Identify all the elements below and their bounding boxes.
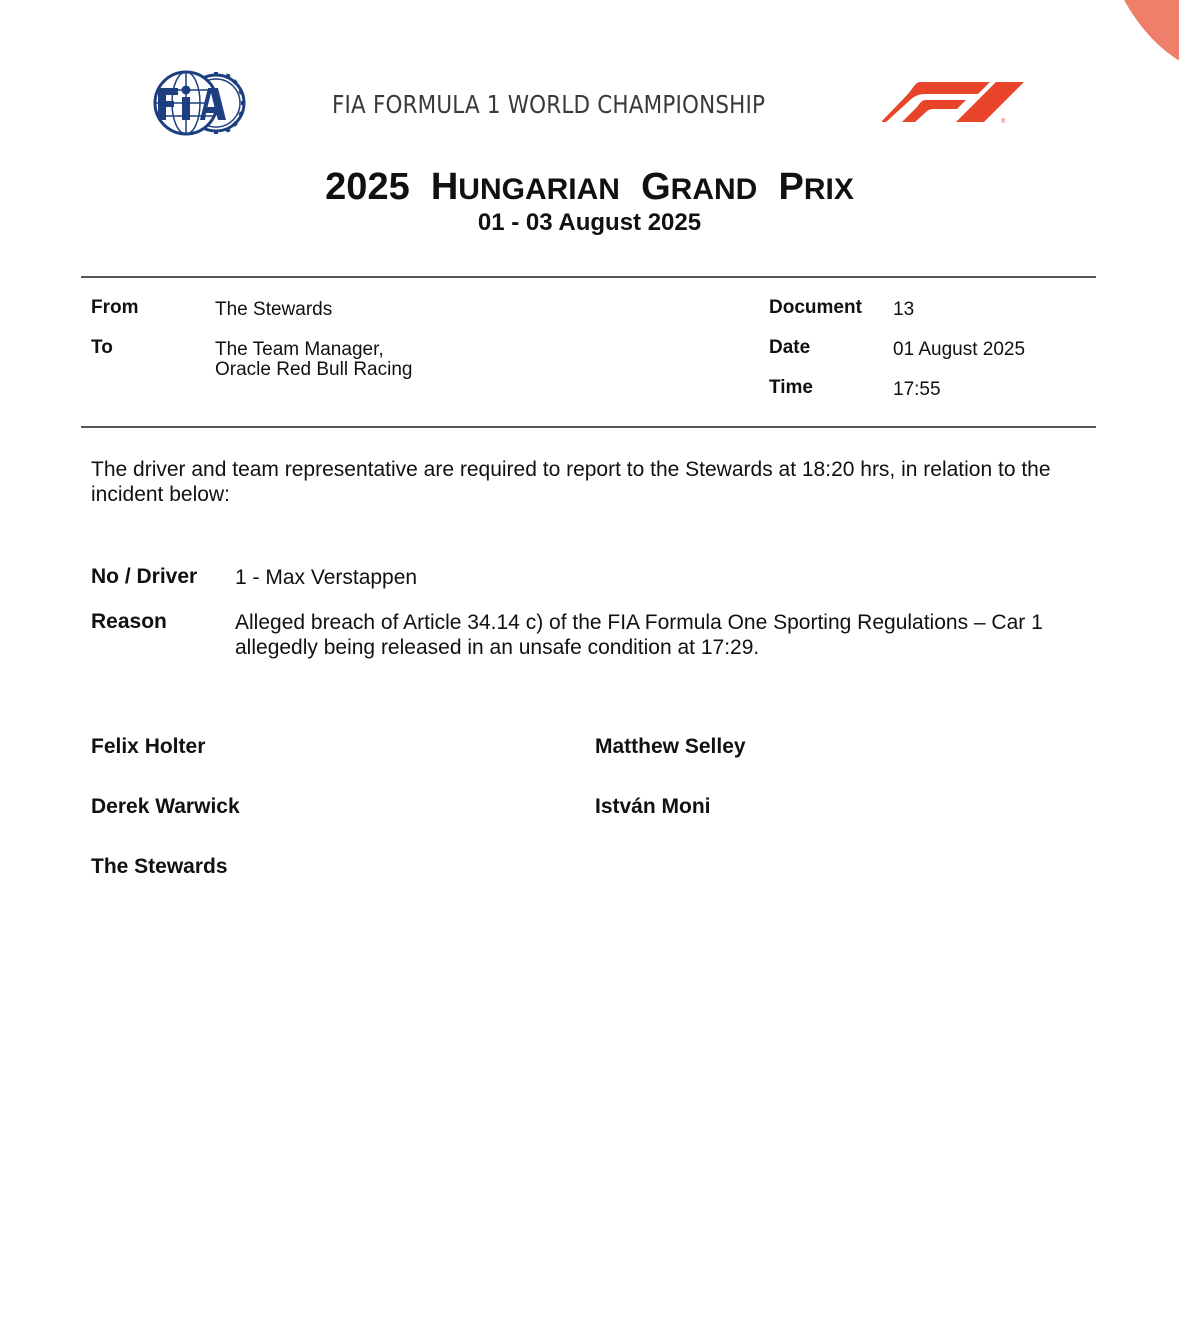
date-value: 01 August 2025 [893,339,1026,360]
steward-name: Felix Holter [91,735,206,758]
title-word-2-rest: RAND [670,173,758,206]
bottom-divider [81,426,1096,428]
championship-title: FIA FORMULA 1 WORLD CHAMPIONSHIP [332,90,766,119]
driver-value: 1 - Max Verstappen [235,566,418,589]
document-label: Document [769,297,862,318]
steward-name: Derek Warwick [91,795,240,818]
top-divider [81,276,1096,278]
to-label: To [91,337,113,358]
event-year: 2025 [325,166,410,208]
date-label: Date [769,337,811,358]
from-label: From [91,297,139,318]
reason-value: Alleged breach of Article 34.14 c) of the FIA Formula One Sporting Regulations – Car 1 allegedly being released in an unsafe condition at 17:29. [235,611,1043,659]
summons-text: The driver and team representative are required to report to the Stewards at 18:20 hrs, in relation to the incident below: [91,458,1051,506]
document-value: 13 [893,299,915,320]
to-value-line2: Oracle Red Bull Racing [215,359,413,380]
event-dates: 01 - 03 August 2025 [477,209,702,236]
title-word-1-rest: UNGARIAN [458,173,620,206]
title-word-1-cap: H [430,166,459,208]
f1-logo-icon [882,82,1027,124]
from-value: The Stewards [215,299,333,320]
time-label: Time [769,377,814,398]
driver-label: No / Driver [91,565,198,588]
steward-name: Matthew Selley [595,735,746,758]
time-value: 17:55 [893,379,941,400]
title-word-3-rest: RIX [803,173,854,206]
stewards-closing: The Stewards [91,855,228,878]
corner-accent-shape [1104,0,1179,101]
fia-logo-icon [150,68,250,138]
event-title [0,166,1179,209]
title-word-3-cap: P [778,166,804,208]
steward-name: István Moni [595,795,711,818]
title-word-2-cap: G [641,166,671,208]
reason-label: Reason [91,610,167,633]
to-value-line1: The Team Manager, [215,339,384,360]
svg-text:®: ® [1001,119,1006,124]
